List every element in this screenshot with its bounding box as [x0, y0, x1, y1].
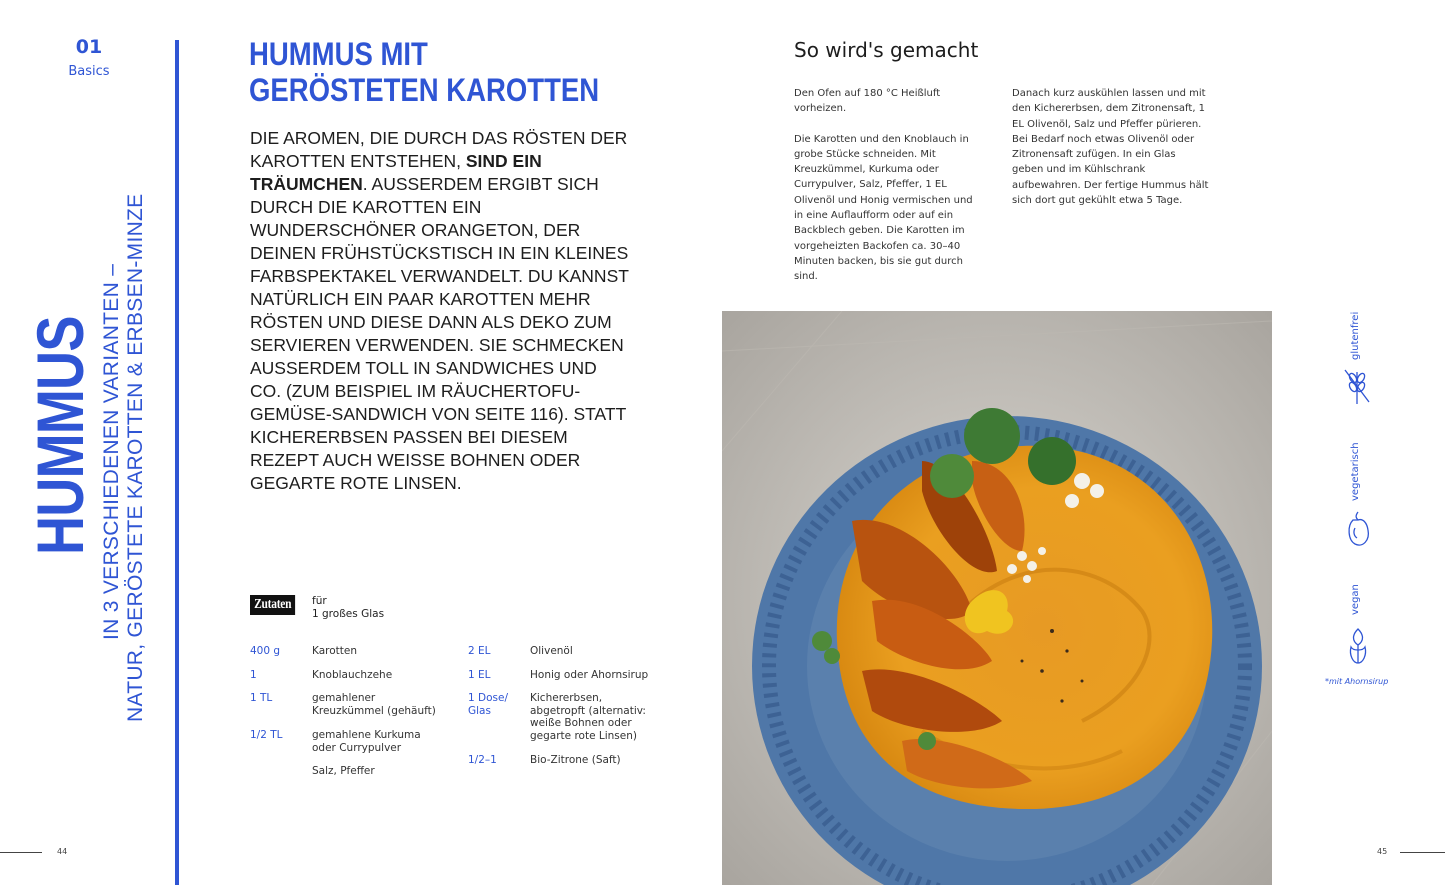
intro-bold: SIND EIN TRÄUMCHEN	[250, 151, 542, 194]
yield-line1: für	[312, 595, 327, 607]
diet-footnote: *mit Ahornsirup	[1325, 677, 1389, 686]
recipe-title-line2: GERÖSTETEN KAROTTEN	[249, 72, 600, 108]
chapter-name: Basics	[68, 64, 110, 79]
ingredient-qty: 1/2 TL	[250, 729, 283, 741]
method-step-1: Den Ofen auf 180 °C Heißluft vorheizen.	[794, 88, 941, 115]
side-subtitle-2: NATUR, GERÖSTETE KAROTTEN & ERBSEN-MINZE	[124, 193, 147, 722]
intro-text-1: DIE AROMEN, DIE DURCH DAS RÖSTEN DER KAROTTEN ENTSTEHEN,	[250, 128, 628, 171]
hummus-photo	[722, 311, 1272, 885]
ingredients-yield	[312, 595, 384, 621]
ingredient-name: Honig oder Ahornsirup	[530, 669, 649, 681]
ingredient-qty: 1 EL	[468, 669, 491, 681]
ingredient-qty: 1	[250, 669, 257, 681]
yield-line2: 1 großes Glas	[312, 608, 385, 620]
ingredient-name: gemahlener Kreuzkümmel (gehäuft)	[312, 692, 436, 717]
recipe-intro	[250, 127, 630, 495]
eggplant-icon	[1343, 508, 1373, 548]
ingredient-name: Salz, Pfeffer	[312, 765, 375, 777]
method-step-2: Die Karotten und den Knoblauch in grobe Stücke schneiden. Mit Kreuzkümmel, Kurkuma oder Currypulver, Salz, Pfeffer, 1 EL Olivenöl und Honig vermischen und in eine Auflaufform oder auf ein Backblech geben. Die Karotten im vorgeheizten Backofen ca. 30–40 Minuten backen, bis sie gut durch sind.	[794, 133, 973, 283]
ingredient-name: Karotten	[312, 645, 357, 657]
diet-label-vegan: vegan	[1350, 584, 1361, 615]
ingredient-qty: 1 TL	[250, 692, 273, 704]
ingredient-name: gemahlene Kurkuma oder Currypulver	[312, 729, 421, 754]
ingredient-name: Knoblauchzehe	[312, 669, 393, 681]
ingredient-qty: 1/2–1	[468, 754, 497, 766]
method-step-3: Danach kurz auskühlen lassen und mit den Kichererbsen, dem Zitronensaft, 1 EL Olivenöl, Salz und Pfeffer pürieren. Bei Bedarf noch etwas Olivenöl oder Zitronensaft zufügen. In ein Glas geben und im Kühlschrank aufbewahren. Der fertige Hummus hält sich dort gut gekühlt etwa 5 Tage.	[1012, 88, 1209, 207]
ingredient-qty: 2 EL	[468, 645, 491, 657]
recipe-title	[249, 36, 599, 108]
vegan-leaf-icon	[1343, 625, 1373, 665]
diet-label-vegetarian: vegetarisch	[1350, 442, 1361, 501]
method-column-2	[1012, 86, 1210, 208]
page-number-left: 44	[57, 847, 68, 856]
ingredient-qty: 400 g	[250, 645, 281, 657]
chapter-divider	[175, 40, 179, 885]
method-column-1	[794, 86, 979, 285]
page-number-right: 45	[1377, 847, 1388, 856]
ingredient-name: Kichererbsen, abgetropft (alternativ: weiße Bohnen oder gegarte rote Linsen)	[530, 692, 646, 742]
page-rule-right	[1400, 852, 1445, 853]
ingredient-name: Olivenöl	[530, 645, 573, 657]
recipe-title-line1: HUMMUS MIT	[249, 36, 428, 72]
side-title: HUMMUS	[23, 316, 97, 555]
ingredients-list-right	[468, 645, 658, 775]
page-rule-left	[0, 852, 42, 853]
ingredient-qty: 1 Dose/ Glas	[468, 692, 508, 717]
diet-label-glutenfree: glutenfrei	[1350, 311, 1361, 360]
hummus-plate-illustration	[722, 311, 1272, 885]
ingredients-list-left	[250, 645, 470, 785]
chapter-number: 01	[75, 36, 103, 58]
ingredients-heading: Zutaten	[250, 595, 295, 615]
side-subtitle-1: IN 3 VERSCHIEDENEN VARIANTEN –	[100, 263, 123, 640]
method-heading: So wird's gemacht	[794, 38, 979, 62]
intro-text-2: . AUSSERDEM ERGIBT SICH DURCH DIE KAROTTEN EIN WUNDERSCHÖNER ORANGETON, DER DEINEN FRÜHSTÜCKSTISCH IN EIN KLEINES FARBSPEKTAKEL VERWANDELT. DU KANNST NATÜRLICH EIN PAAR KAROTTEN MEHR RÖSTEN UND DIESE DANN ALS DEKO ZUM SERVIEREN VERWENDEN. SIE SCHMECKEN AUSSERDEM TOLL IN SANDWICHES UND CO. (ZUM BEISPIEL IM RÄUCHERTOFU-GEMÜSE-SANDWICH VON SEITE 116). STATT KICHERERBSEN PASSEN BEI DIESEM REZEPT AUCH WEISSE BOHNEN ODER GEGARTE ROTE LINSEN.	[250, 174, 629, 493]
ingredient-name: Bio-Zitrone (Saft)	[530, 754, 621, 766]
wheat-crossed-icon	[1342, 366, 1372, 406]
